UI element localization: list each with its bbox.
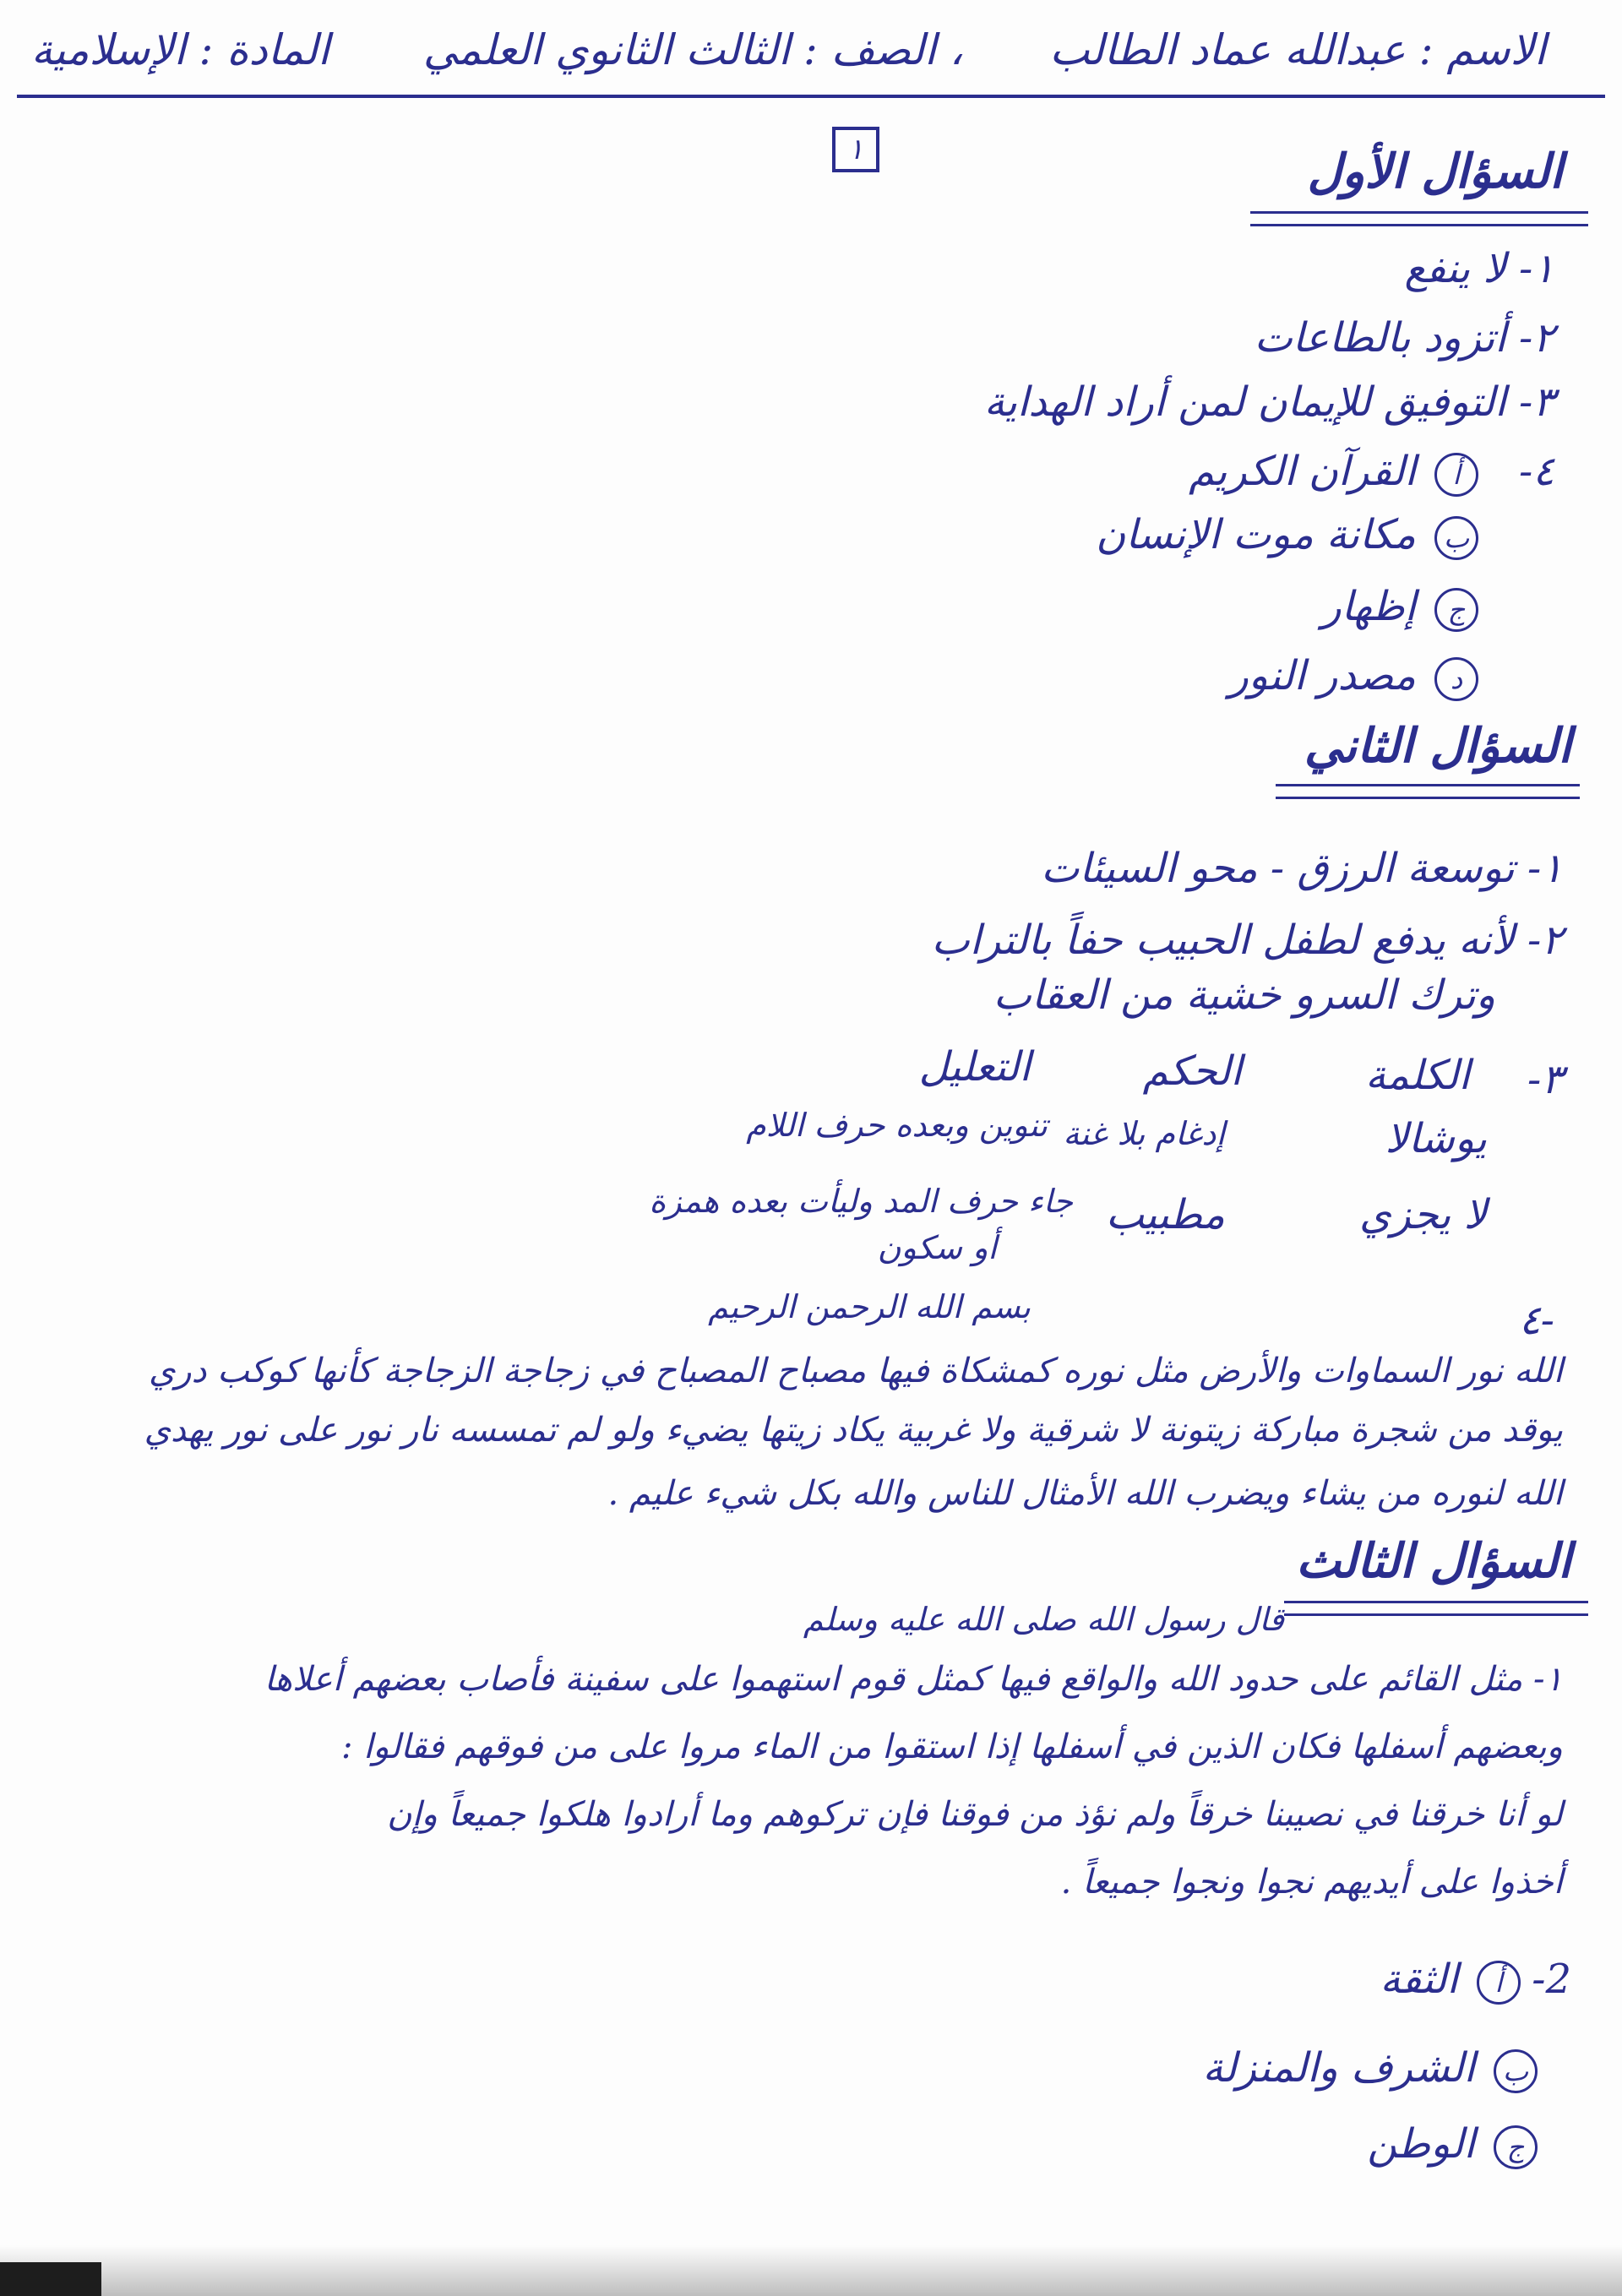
marker-circle: ج	[1434, 588, 1478, 632]
verse-line-1: الله نور السماوات والأرض مثل نوره كمشكاة فيها مصباح المصباح في زجاجة الزجاجة كأنها كوكب دري	[148, 1352, 1563, 1390]
verse-line-3: الله لنوره من يشاء ويضرب الله الأمثال للناس والله بكل شيء عليم .	[607, 1474, 1563, 1513]
q2-item-3-label: ٣-	[1527, 1056, 1563, 1103]
q1-item-2: ٢- أتزود بالطاعات	[1254, 314, 1554, 362]
table-row-2-rule: مطبيب	[1105, 1191, 1225, 1238]
q3-subitem-b-text: الشرف والمنزلة	[1202, 2044, 1475, 2092]
marker-circle: ب	[1494, 2049, 1538, 2093]
q1-item-1: ١- لا ينفع	[1404, 245, 1554, 292]
q3-subitem-a	[1380, 1956, 1521, 2005]
q1-subitem-b-text: مكانة موت الإنسان	[1096, 511, 1416, 558]
q1-subitem-a-text: القرآن الكريم	[1189, 448, 1416, 495]
q3-subitem-c-text: الوطن	[1367, 2120, 1475, 2168]
q3-subitem-a-text: الثقة	[1380, 1956, 1458, 2003]
hadith-line-3: لو أنا خرقنا في نصيبنا خرقاً ولم نؤذ من فوقنا فإن تركوهم وما أرادوا هلكوا جميعاً وإن	[387, 1795, 1563, 1834]
header-rule	[17, 95, 1605, 98]
marker-circle: أ	[1434, 453, 1478, 497]
hadith-line-1: ١- مثل القائم على حدود الله والواقع فيها كمثل قوم استهموا على سفينة فأصاب بعضهم أعلاها	[264, 1660, 1563, 1699]
marker-circle: ب	[1434, 516, 1478, 560]
hadith-line-4: أخذوا على أيديهم نجوا ونجوا جميعاً .	[1060, 1863, 1563, 1902]
verse-line-2: يوقد من شجرة مباركة زيتونة لا شرقية ولا غربية يكاد زيتها يضيء ولو لم تمسسه نار نور على نور يهدي	[144, 1411, 1563, 1450]
q3-underline	[1284, 1601, 1588, 1616]
q1-subitem-d-text: مصدر النور	[1228, 652, 1416, 699]
page-edge-shadow	[0, 2245, 1622, 2296]
q1-subitem-d	[1229, 652, 1478, 701]
basmala: بسم الله الرحمن الرحيم	[708, 1288, 1031, 1325]
q2-item-4-label: -٤	[1519, 1297, 1554, 1344]
marker-circle: أ	[1477, 1961, 1521, 2005]
q1-underline	[1250, 211, 1588, 226]
q3-subitem-b	[1203, 2044, 1538, 2093]
q2-item-2-line-1: ٢- لأنه يدفع لطفل الحبيب حفاً بالتراب	[931, 917, 1563, 964]
q1-subitem-b	[1096, 511, 1478, 560]
table-row-2-reason-line-2: أو سكون	[877, 1229, 997, 1266]
q1-subitem-c-text: إظهار	[1321, 583, 1416, 630]
table-header-reason: التعليل	[918, 1043, 1031, 1091]
q2-item-1: ١- توسعة الرزق - محو السيئات	[1041, 845, 1563, 892]
student-grade: ، الصف : الثالث الثانوي العلمي	[422, 25, 963, 74]
hadith-intro: قال رسول الله صلى الله عليه وسلم	[803, 1601, 1284, 1638]
q1-subitem-a	[1189, 448, 1478, 497]
student-name: الاسم : عبدالله عماد الطالب	[1049, 25, 1546, 74]
q1-item-3: ٣- التوفيق للإيمان لمن أراد الهداية	[983, 378, 1554, 426]
table-row-1-rule: إدغام بلا غنة	[1063, 1115, 1225, 1152]
table-header-rule: الحكم	[1142, 1047, 1242, 1095]
subject-name: المادة : الإسلامية	[30, 25, 329, 74]
q2-item-2-line-2: وترك السرو خشية من العقاب	[993, 971, 1495, 1019]
marker-circle: ج	[1494, 2125, 1538, 2169]
q3-title: السؤال الثالث	[1296, 1533, 1571, 1589]
table-row-2-reason-line-1: جاء حرف المد وليأت بعده همزة	[649, 1183, 1073, 1220]
page-number: ١	[832, 127, 879, 172]
hadith-line-2: وبعضهم أسفلها فكان الذين في أسفلها إذا استقوا من الماء مروا على من فوقهم فقالوا :	[340, 1727, 1563, 1766]
table-row-2-word: لا يجزي	[1358, 1191, 1487, 1238]
q3-item-2-label: 2-	[1532, 1956, 1571, 2003]
q2-underline	[1276, 784, 1580, 799]
marker-circle: د	[1434, 657, 1478, 701]
q1-item-4-label: ٤-	[1519, 448, 1554, 495]
q3-subitem-c	[1368, 2120, 1538, 2169]
q1-title: السؤال الأول	[1307, 144, 1563, 199]
table-row-1-word: يوشالا	[1385, 1115, 1487, 1162]
table-row-1-reason: تنوين وبعده حرف اللام	[746, 1107, 1048, 1144]
table-header-word: الكلمة	[1365, 1052, 1470, 1099]
background-corner	[0, 2262, 101, 2296]
q1-subitem-c	[1322, 583, 1478, 632]
q2-title: السؤال الثاني	[1304, 718, 1571, 774]
